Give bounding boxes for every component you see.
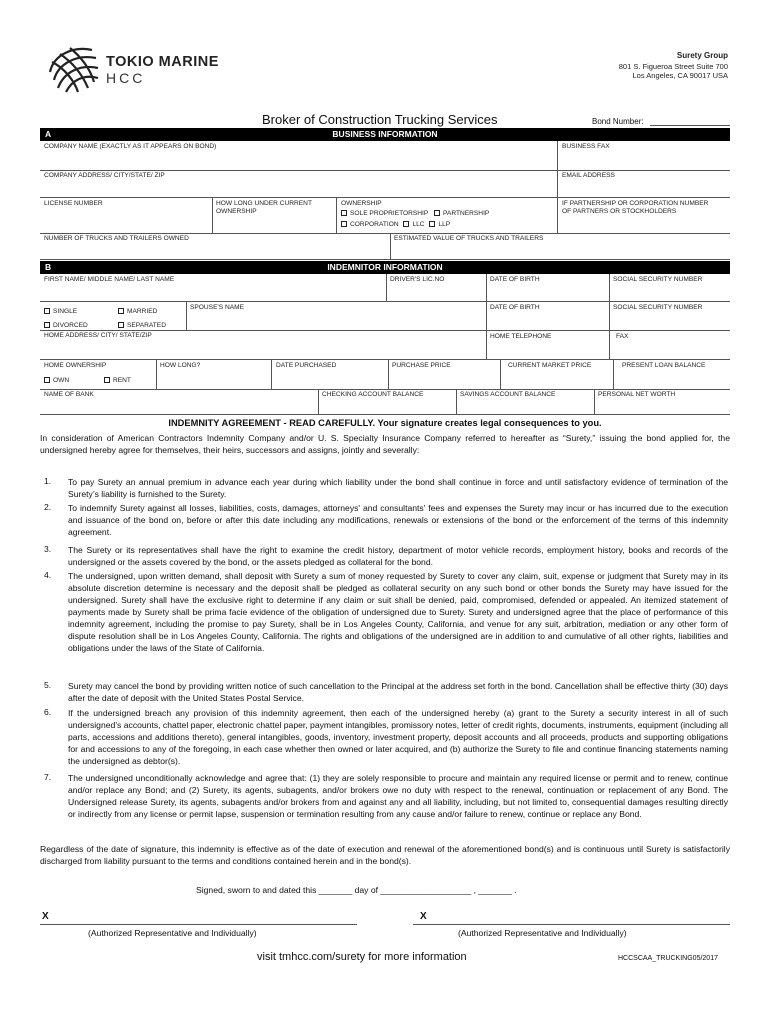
spouse-dob-field[interactable]: DATE OF BIRTH bbox=[490, 304, 540, 311]
corporation-label: CORPORATION bbox=[350, 221, 399, 228]
divider bbox=[40, 233, 730, 234]
separated-label: SEPARATED bbox=[127, 322, 166, 329]
partnership-label: PARTNERSHIP bbox=[443, 210, 490, 217]
llp-label: LLP bbox=[438, 221, 451, 228]
divider bbox=[156, 359, 157, 389]
loan-balance-field[interactable]: PRESENT LOAN BALANCE bbox=[622, 362, 706, 369]
item-number: 2. bbox=[44, 502, 52, 512]
divider bbox=[40, 414, 730, 415]
estimated-value-field[interactable]: ESTIMATED VALUE OF TRUCKS AND TRAILERS bbox=[394, 235, 544, 242]
single-label: SINGLE bbox=[53, 308, 78, 315]
divider bbox=[271, 359, 272, 389]
section-b-header bbox=[40, 261, 730, 274]
home-telephone-field[interactable]: HOME TELEPHONE bbox=[490, 333, 552, 340]
brand-subname: HCC bbox=[106, 70, 146, 86]
section-b-title: INDEMNITOR INFORMATION bbox=[327, 262, 443, 272]
trucks-owned-field[interactable]: NUMBER OF TRUCKS AND TRAILERS OWNED bbox=[44, 235, 189, 242]
divider bbox=[594, 389, 595, 414]
company-name-field[interactable]: COMPANY NAME (EXACTLY AS IT APPEARS ON BOND) bbox=[44, 143, 217, 150]
agreement-item-2: To indemnify Surety against all losses, liabilities, costs, damages, attorneys' and consultants' fees and expenses the Surety may incur or has incurred due to the execution and issuance of the bond on, before or after this date including any modifications, renewals or extensions of the bond or the enforcement of the terms of this indemnity agreement. bbox=[68, 503, 728, 537]
divider bbox=[40, 389, 730, 390]
brand-name: TOKIO MARINE bbox=[106, 54, 219, 70]
sole-proprietorship-checkbox[interactable] bbox=[341, 210, 347, 216]
agreement-item-7: The undersigned unconditionally acknowledge and agree that: (1) they are solely responsible to procure and maintain any required license or permit and to renew, continue and/or replace any Bond; and (2) Surety, its agents, subagents, and/or brokers owe no duty with respect to the renewal, continuation or replacement of any Bond. The Undersigned release Surety, its agents, subagents and/or brokers from and against any and all liability, including, but not limited to, consequential damages resulting directly or indirectly from any license or permit lapse, suspension or termination resulting from any cause and/or failure to renew, continue or replace any Bond. bbox=[68, 773, 728, 819]
divider bbox=[613, 359, 614, 389]
address-line-1: 801 S. Figueroa Street Suite 700 bbox=[618, 62, 728, 71]
agreement-heading: INDEMNITY AGREEMENT - READ CAREFULLY. Your signature creates legal consequences to you. bbox=[168, 418, 602, 428]
item-number: 7. bbox=[44, 772, 52, 782]
home-address-field[interactable]: HOME ADDRESS/ CITY/ STATE/ZIP bbox=[44, 332, 152, 339]
divider bbox=[486, 274, 487, 359]
divider bbox=[40, 359, 730, 360]
marital-row-2b bbox=[118, 322, 166, 330]
divider bbox=[386, 274, 387, 301]
divider bbox=[390, 233, 391, 259]
item-number: 3. bbox=[44, 544, 52, 554]
divider bbox=[318, 389, 319, 414]
own-option bbox=[44, 377, 69, 385]
divorced-label: DIVORCED bbox=[53, 322, 88, 329]
how-long-field[interactable]: HOW LONG? bbox=[160, 362, 201, 369]
marital-row-1 bbox=[44, 308, 77, 316]
divider bbox=[40, 330, 730, 331]
single-checkbox[interactable] bbox=[44, 308, 50, 314]
footer-visit-link[interactable]: visit tmhcc.com/surety for more information bbox=[257, 951, 467, 963]
separated-checkbox[interactable] bbox=[118, 322, 124, 328]
date-purchased-field[interactable]: DATE PURCHASED bbox=[276, 362, 337, 369]
section-a-header bbox=[40, 128, 730, 141]
rent-option bbox=[104, 377, 131, 385]
married-label: MARRIED bbox=[127, 308, 158, 315]
divider bbox=[336, 197, 337, 233]
divider bbox=[212, 197, 213, 233]
divider bbox=[186, 301, 187, 330]
agreement-item-4: The undersigned, upon written demand, shall deposit with Surety a sum of money requested by Surety to cover any claim, suit, expense or judgment that Surety may in its absolute discretion determine is necessary and the deposit shall be pledged as collateral security on any such bond or other bonds the Surety may have issued for the undersigned. Surety shall have the exclusive right to determine if any claim or suit shall be denied, paid, compromised, defended or appealed. An itemized statement of payments made by Surety shall be prima facie evidence of the obligation of undersigned due to Surety. Surety and undersigned agree that the place of performance of this indemnity agreement, including the promise to pay Surety, shall be in Los Angeles County, California, and venue for any suit, arbitration, mediation or any other form of dispute resolution shall be in Los Angeles County, California. The rights and obligations of the undersigned are in addition to and cumulative of all other rights, liabilities and obligations under the laws of the State of California. bbox=[68, 571, 728, 653]
spouse-ssn-field[interactable]: SOCIAL SECURITY NUMBER bbox=[613, 304, 703, 311]
marital-row-2 bbox=[44, 322, 88, 330]
savings-balance-field[interactable]: SAVINGS ACCOUNT BALANCE bbox=[460, 391, 556, 398]
agreement-item-6: If the undersigned breach any provision of this indemnity agreement, then each of the undersigned hereby (a) grant to the Surety a security interest in all of such undersigned’s accounts, chattel paper, electronic chattel paper, payment intangibles, promissory notes, letter of credit rights, documents, instruments, equipment (including all parts, accessions and additions thereto), general intangibles, goods, inventory, investment property, deposit accounts and all proceeds, products and supporting obligations for and accessions to any of the foregoing, in each case whether then owned or later acquired, and (b) authorize the Surety to file and continue financing statements naming the undersigned as debtor(s). bbox=[68, 708, 729, 766]
tokio-marine-logo-icon bbox=[44, 42, 102, 94]
signature-caption-2: (Authorized Representative and Individually) bbox=[458, 928, 627, 938]
form-title: Broker of Construction Trucking Services bbox=[262, 112, 498, 127]
agreement-item-5: Surety may cancel the bond by providing written notice of such cancellation to the Principal at the address set forth in the bond. Cancellation shall be effective thirty (30) days after the date of deposit with the United States Postal Service. bbox=[68, 681, 728, 703]
ownership-row-2 bbox=[341, 221, 450, 229]
company-address-field[interactable]: COMPANY ADDRESS/ CITY/STATE/ ZIP bbox=[44, 172, 165, 179]
market-price-field[interactable]: CURRENT MARKET PRICE bbox=[508, 362, 592, 369]
net-worth-field[interactable]: PERSONAL NET WORTH bbox=[598, 391, 676, 398]
agreement-item-3: The Surety or its representatives shall have the right to examine the credit history, department of motor vehicle records, employment history, books and records of the undersigned or the assets covered by the bond, or the assets pledged as collateral for the bond. bbox=[68, 545, 728, 567]
license-number-field[interactable]: LICENSE NUMBER bbox=[44, 200, 103, 207]
agreement-intro: In consideration of American Contractors Indemnity Company and/or U. S. Specialty Insurance Company referred to hereafter as “Surety,” issuing the bond applied for, the undersigned hereby agree for themselves, their heirs, successors and assigns, jointly and severally: bbox=[40, 433, 730, 455]
own-checkbox[interactable] bbox=[44, 377, 50, 383]
bond-number-label: Bond Number: bbox=[592, 117, 644, 126]
signature-x-2: X bbox=[420, 911, 427, 922]
signature-line-2[interactable] bbox=[413, 924, 730, 925]
form-code: HCCSCAA_TRUCKING05/2017 bbox=[618, 955, 718, 962]
bank-name-field[interactable]: NAME OF BANK bbox=[44, 391, 94, 398]
agreement-closing: Regardless of the date of signature, this indemnity is effective as of the date of execution and renewal of the aforementioned bond(s) and is continuous until Surety is satisfactorily discharged from liability pursuant to the terms and conditions contained herein and in the bond(s). bbox=[40, 844, 730, 866]
section-b-letter: B bbox=[45, 262, 52, 272]
email-field[interactable]: EMAIL ADDRESS bbox=[562, 172, 615, 179]
signature-x-1: X bbox=[42, 911, 49, 922]
spouse-name-field[interactable]: SPOUSE'S NAME bbox=[190, 304, 245, 311]
checking-balance-field[interactable]: CHECKING ACCOUNT BALANCE bbox=[322, 391, 424, 398]
llc-label: LLC bbox=[412, 221, 425, 228]
home-ownership-label: HOME OWNERSHIP bbox=[44, 362, 107, 369]
business-fax-field[interactable]: BUSINESS FAX bbox=[562, 143, 610, 150]
section-a-title: BUSINESS INFORMATION bbox=[332, 129, 438, 139]
sole-proprietorship-label: SOLE PROPRIETORSHIP bbox=[350, 210, 429, 217]
divider bbox=[388, 359, 389, 389]
item-number: 6. bbox=[44, 707, 52, 717]
drivers-license-field[interactable]: DRIVER'S LIC.NO bbox=[390, 276, 445, 283]
divider bbox=[40, 197, 730, 198]
fax-field[interactable]: FAX bbox=[616, 333, 629, 340]
llp-checkbox[interactable] bbox=[429, 221, 435, 227]
married-checkbox[interactable] bbox=[118, 308, 124, 314]
item-number: 5. bbox=[44, 680, 52, 690]
rent-checkbox[interactable] bbox=[104, 377, 110, 383]
how-long-ownership-field[interactable]: HOW LONG UNDER CURRENT OWNERSHIP bbox=[216, 200, 312, 215]
ssn-field[interactable]: SOCIAL SECURITY NUMBER bbox=[613, 276, 703, 283]
partners-count-field[interactable]: IF PARTNERSHIP OR CORPORATION NUMBER OF PARTNERS OR STOCKHOLDERS bbox=[562, 200, 709, 215]
surety-group-title: Surety Group bbox=[676, 51, 728, 60]
signature-line-1[interactable] bbox=[40, 924, 357, 925]
own-label: OWN bbox=[53, 377, 70, 384]
divider bbox=[40, 259, 730, 260]
agreement-item-1: To pay Surety an annual premium in advance each year during which liability under the bond shall continue in force and until satisfactory evidence of termination of the Surety’s liability is furnished to the Surety. bbox=[68, 477, 728, 499]
divider bbox=[456, 389, 457, 414]
ownership-label: OWNERSHIP bbox=[341, 200, 382, 207]
ownership-row-1 bbox=[341, 210, 489, 218]
divider bbox=[40, 301, 730, 302]
partnership-checkbox[interactable] bbox=[434, 210, 440, 216]
divider bbox=[40, 170, 730, 171]
divider bbox=[500, 359, 501, 389]
divider bbox=[557, 141, 558, 233]
divorced-checkbox[interactable] bbox=[44, 322, 50, 328]
marital-row-1b bbox=[118, 308, 157, 316]
purchase-price-field[interactable]: PURCHASE PRICE bbox=[392, 362, 451, 369]
signature-caption-1: (Authorized Representative and Individually) bbox=[88, 928, 257, 938]
rent-label: RENT bbox=[113, 377, 131, 384]
address-line-2: Los Angeles, CA 90017 USA bbox=[632, 71, 728, 80]
date-of-birth-field[interactable]: DATE OF BIRTH bbox=[490, 276, 540, 283]
signed-date-line[interactable]: Signed, sworn to and dated this _______ day of ___________________ , _______ . bbox=[196, 885, 517, 895]
item-number: 1. bbox=[44, 476, 52, 486]
corporation-checkbox[interactable] bbox=[341, 221, 347, 227]
full-name-field[interactable]: FIRST NAME/ MIDDLE NAME/ LAST NAME bbox=[44, 276, 175, 283]
bond-number-input[interactable] bbox=[650, 125, 730, 126]
item-number: 4. bbox=[44, 570, 52, 580]
divider bbox=[609, 274, 610, 359]
llc-checkbox[interactable] bbox=[403, 221, 409, 227]
section-a-letter: A bbox=[45, 129, 52, 139]
